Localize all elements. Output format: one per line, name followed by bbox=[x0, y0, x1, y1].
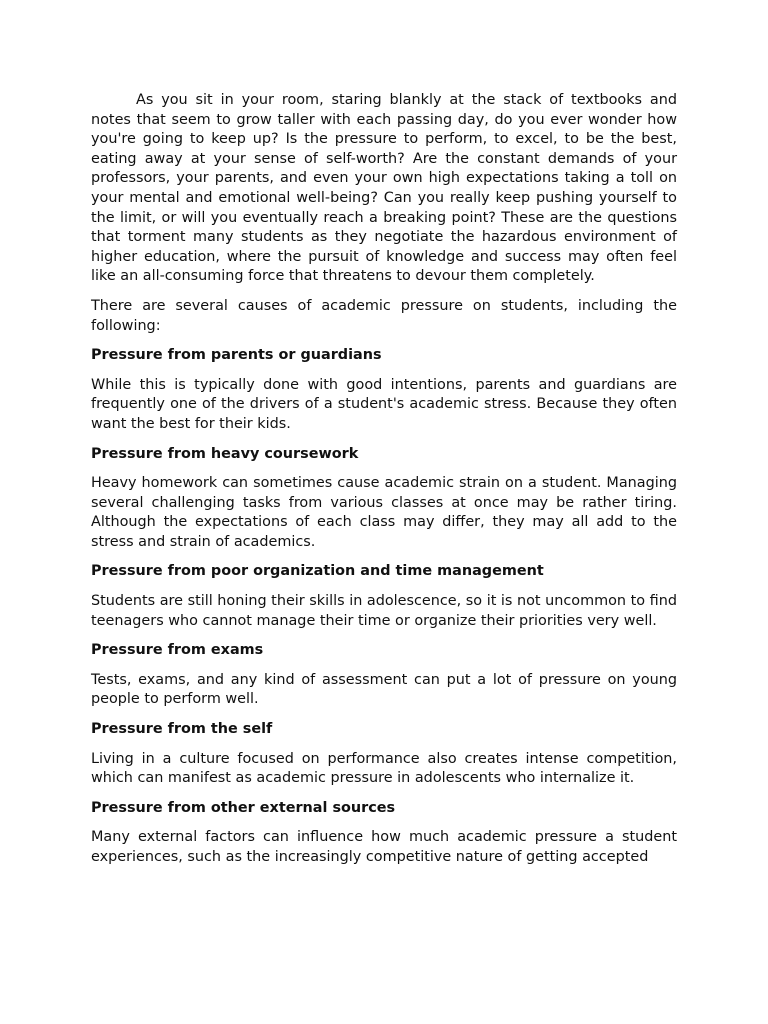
causes-lead-paragraph: There are several causes of academic pressure on students, including the following: bbox=[91, 297, 677, 334]
section-heading-external: Pressure from other external sources bbox=[91, 799, 396, 816]
section-body-exams: Tests, exams, and any kind of assessment can put a lot of pressure on young people to perform well. bbox=[91, 671, 677, 708]
section-body-coursework: Heavy homework can sometimes cause academic strain on a student. Managing several challenging tasks from various classes at once may be rather tiring. Although the expectations of each class may differ, they may all add to the stress and strain of academics. bbox=[91, 475, 677, 550]
section-heading-exams: Pressure from exams bbox=[91, 642, 264, 659]
section-heading-parents: Pressure from parents or guardians bbox=[91, 347, 382, 364]
section-heading-coursework: Pressure from heavy coursework bbox=[91, 445, 359, 462]
section-heading-time-management: Pressure from poor organization and time management bbox=[91, 563, 544, 580]
section-body-time-management: Students are still honing their skills in adolescence, so it is not uncommon to find teenagers who cannot manage their time or organize their priorities very well. bbox=[91, 593, 677, 629]
section-heading-self: Pressure from the self bbox=[91, 721, 273, 738]
section-body-parents: While this is typically done with good intentions, parents and guardians are frequently one of the drivers of a student's academic stress. Because they often want the best for their kids. bbox=[91, 376, 677, 432]
section-body-self: Living in a culture focused on performance also creates intense competition, which can manifest as academic pressure in adolescents who internalize it. bbox=[91, 750, 677, 787]
intro-paragraph: As you sit in your room, staring blankly at the stack of textbooks and notes that seem to grow taller with each passing day, do you ever wonder how you're going to keep up? Is the pressure to perform, to excel, to be the best, eating away at your sense of self-worth? Are the constant demands of your professors, your parents, and even your own high expectations taking a toll on your mental and emotional well-being? Can you really keep pushing yourself to the limit, or will you eventually reach a breaking point? These are the questions that torment many students as they negotiate the hazardous environment of higher education, where the pursuit of knowledge and success may often feel like an all-consuming force that threatens to devour them completely. bbox=[91, 92, 677, 285]
section-body-external: Many external factors can influence how much academic pressure a student experiences, such as the increasingly competitive nature of getting accepted bbox=[91, 829, 677, 865]
document-body bbox=[91, 91, 677, 878]
